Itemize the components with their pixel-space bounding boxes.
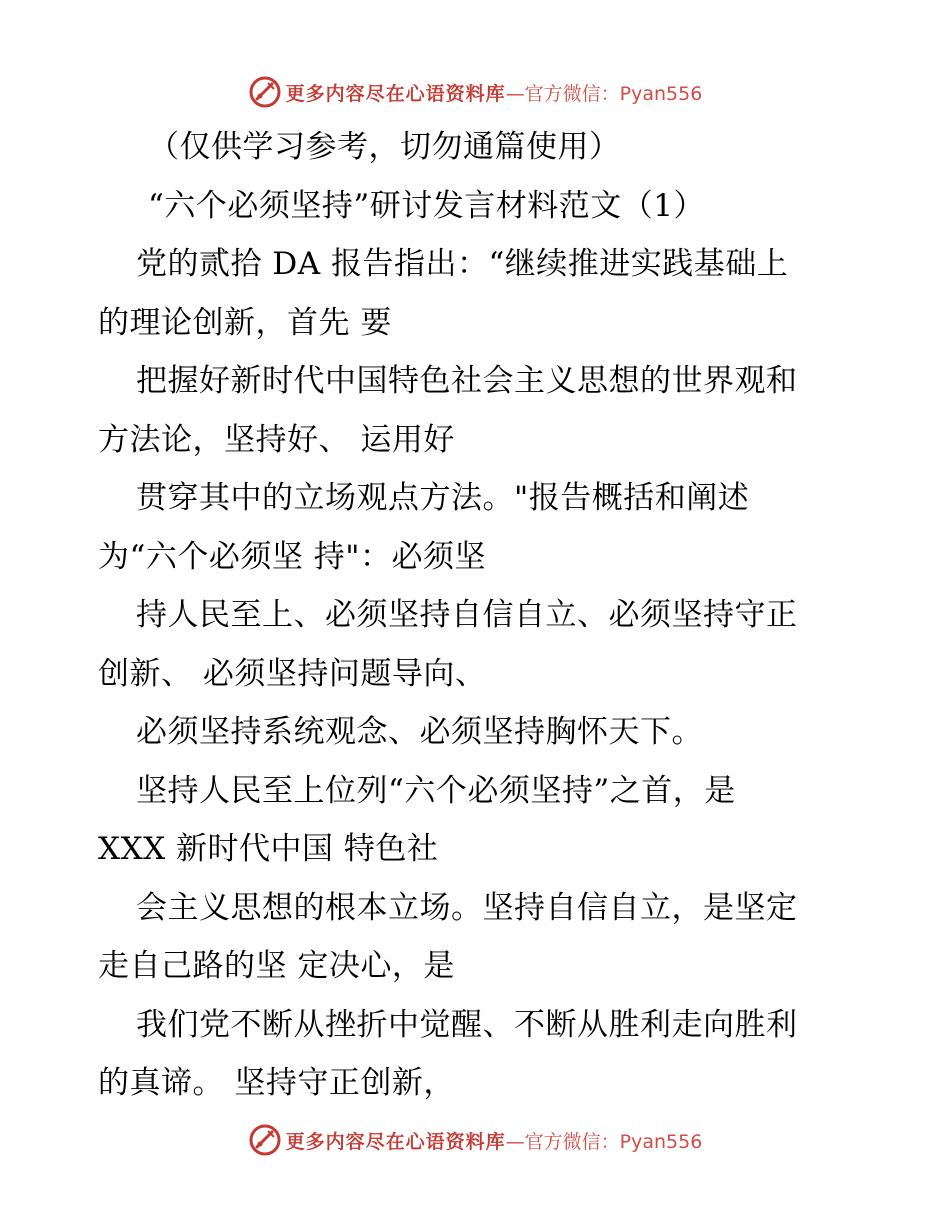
- header-official-text: —官方微信：Pyan556: [505, 82, 703, 105]
- document-title: “六个必须坚持”研讨发言材料范文（1）: [148, 187, 705, 224]
- document-line: 为“六个必须坚 持"：必须坚: [98, 538, 486, 575]
- document-body: [98, 118, 858, 1113]
- document-line: 的理论创新，首先 要: [98, 304, 392, 341]
- footer-banner: [0, 1118, 950, 1162]
- document-line: 必须坚持系统观念、必须坚持胸怀天下。: [136, 714, 703, 750]
- document-line: （仅供学习参考，切勿通篇使用）: [148, 129, 621, 165]
- document-line: 的真谛。 坚持守正创新，: [98, 1065, 455, 1101]
- header-banner: [0, 70, 950, 114]
- document-line: 我们党不断从挫折中觉醒、不断从胜利走向胜利: [136, 1006, 798, 1043]
- brand-logo-icon: [248, 75, 282, 109]
- document-line: 坚持人民至上位列“六个必须坚持”之首，是: [136, 772, 736, 809]
- footer-brand-text: 更多内容尽在心语资料库: [285, 1130, 506, 1153]
- footer-official-text: —官方微信：Pyan556: [505, 1130, 703, 1153]
- document-line: 走自己路的坚 定决心，是: [98, 948, 455, 984]
- document-line: 持人民至上、必须坚持自信自立、必须坚持守正: [136, 597, 798, 633]
- header-brand-text: 更多内容尽在心语资料库: [285, 82, 506, 105]
- document-line: XXX 新时代中国 特色社: [98, 831, 439, 867]
- document-line: 会主义思想的根本立场。坚持自信自立，是坚定: [136, 889, 798, 926]
- brand-logo-icon: [248, 1123, 282, 1157]
- document-line: 方法论，坚持好、 运用好: [98, 421, 455, 458]
- document-line: 贯穿其中的立场观点方法。"报告概括和阐述: [136, 480, 750, 516]
- document-line: 把握好新时代中国特色社会主义思想的世界观和: [136, 363, 798, 399]
- document-line: 创新、 必须坚持问题导向、: [98, 655, 487, 692]
- document-line: 党的贰拾 DA 报告指出：“继续推进实践基础上: [136, 246, 789, 282]
